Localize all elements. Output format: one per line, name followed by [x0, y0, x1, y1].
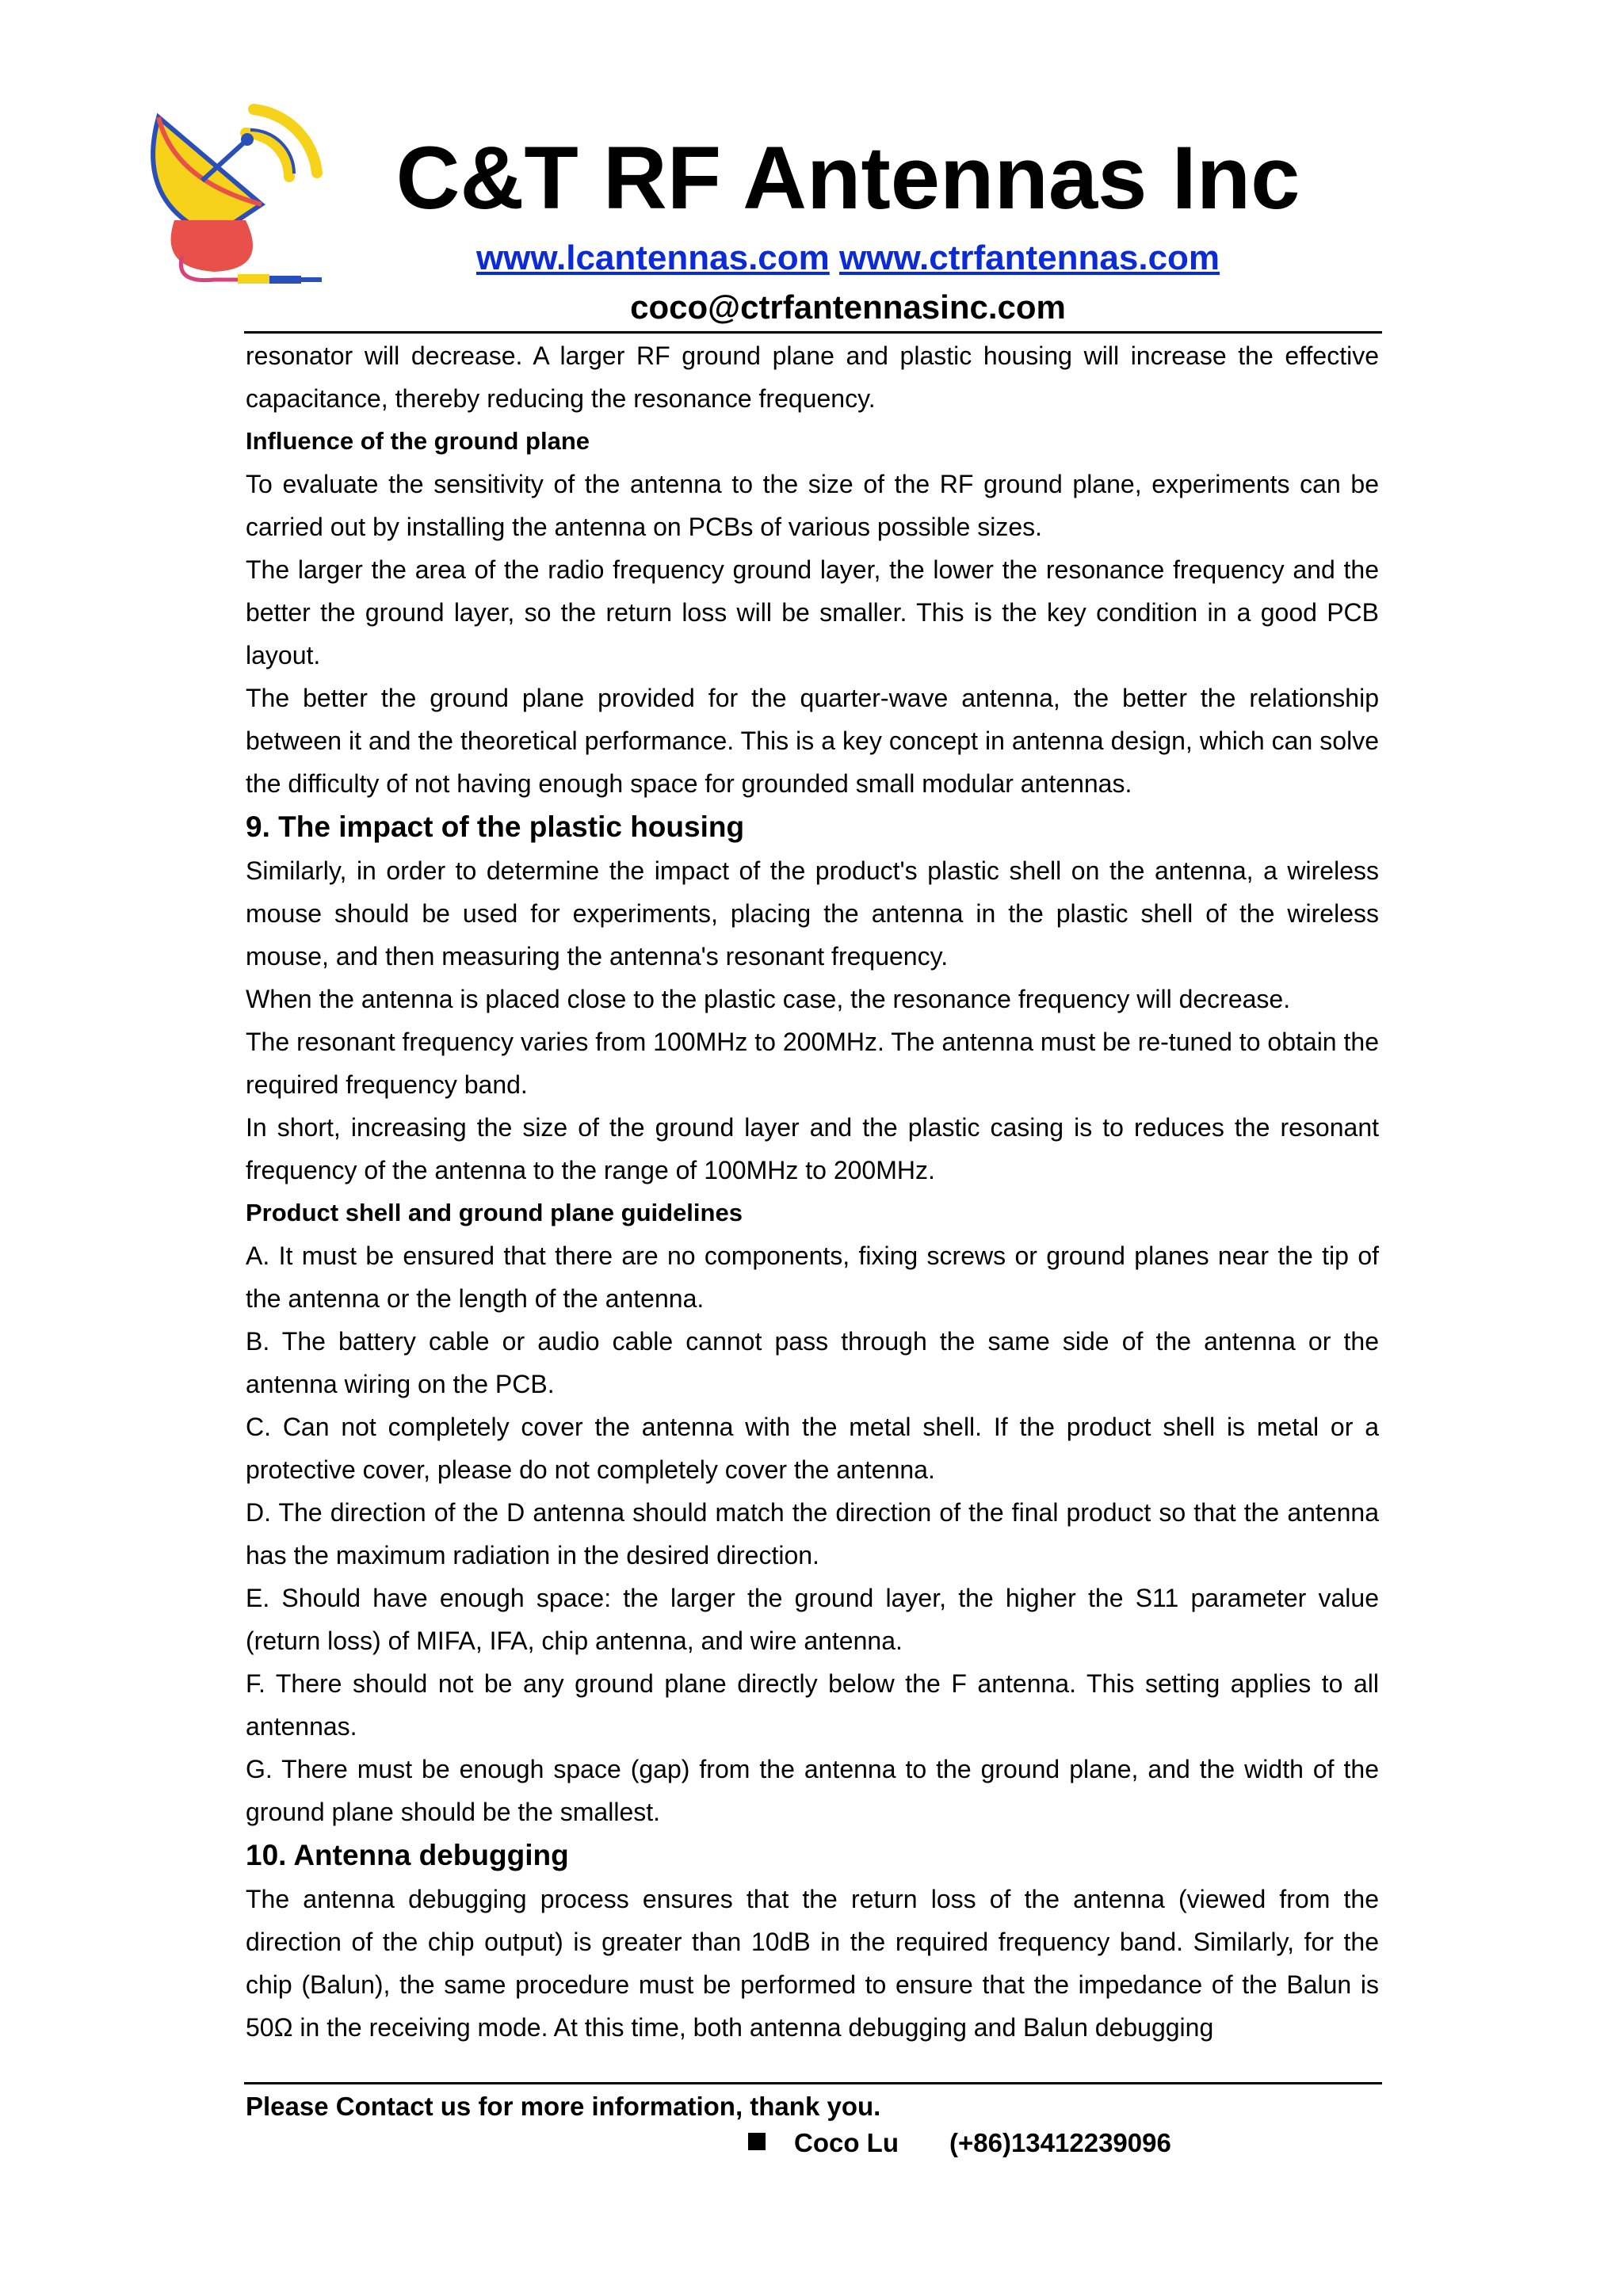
contact-email: coco@ctrfantennasinc.com [630, 288, 1066, 326]
paragraph: resonator will decrease. A larger RF ground plane and plastic housing will increase the effective capacitance, thereby reducing the resonance frequency. [246, 341, 1379, 413]
guideline-g: G. There must be enough space (gap) from the antenna to the ground plane, and the width of the ground plane should be the smallest. [246, 1755, 1379, 1826]
guideline-b: B. The battery cable or audio cable cannot pass through the same side of the antenna or the antenna wiring on the PCB. [246, 1327, 1379, 1398]
paragraph: When the antenna is placed close to the plastic case, the resonance frequency will decrease. [246, 985, 1291, 1013]
subheading-guidelines: Product shell and ground plane guidelines [246, 1199, 743, 1226]
guideline-f: F. There should not be any ground plane directly below the F antenna. This setting applies to all antennas. [246, 1669, 1379, 1741]
link-lcantennas[interactable]: www.lcantennas.com [475, 238, 830, 277]
subheading-ground-plane: Influence of the ground plane [246, 427, 590, 455]
section-heading-9: 9. The impact of the plastic housing [246, 810, 745, 843]
header-divider [244, 331, 1382, 334]
footer-contact-line [748, 2123, 1171, 2163]
paragraph: Similarly, in order to determine the impact of the product's plastic shell on the antenna, a wireless mouse should be used for experiments, placing the antenna in the plastic shell of the wireless mouse, and then measuring the antenna's resonant frequency. [246, 856, 1379, 971]
company-logo [127, 86, 325, 284]
page-body [246, 334, 1379, 2049]
paragraph: The better the ground plane provided for the quarter-wave antenna, the better the relationship between it and the theoretical performance. This is a key concept in antenna design, which can solve the difficulty of not having enough space for grounded small modular antennas. [246, 684, 1379, 798]
section-heading-10: 10. Antenna debugging [246, 1839, 569, 1871]
footer-contact-note: Please Contact us for more information, thank you. [246, 2092, 881, 2121]
paragraph: The antenna debugging process ensures that the return loss of the antenna (viewed from the direction of the chip output) is greater than 10dB in the required frequency band. Similarly, for the chip (Balun), the same procedure must be performed to ensure that the impedance of the Balun is 50Ω in the receiving mode. At this time, both antenna debugging and Balun debugging [246, 1885, 1379, 2042]
paragraph: To evaluate the sensitivity of the antenna to the size of the RF ground plane, experiments can be carried out by installing the antenna on PCBs of various possible sizes. [246, 470, 1379, 541]
footer-divider [244, 2082, 1382, 2084]
guideline-d: D. The direction of the D antenna should match the direction of the final product so that the antenna has the maximum radiation in the desired direction. [246, 1498, 1379, 1569]
guideline-a: A. It must be ensured that there are no components, fixing screws or ground planes near the tip of the antenna or the length of the antenna. [246, 1241, 1379, 1313]
company-title: C&T RF Antennas Inc [395, 128, 1300, 227]
guideline-c: C. Can not completely cover the antenna with the metal shell. If the product shell is metal or a protective cover, please do not completely cover the antenna. [246, 1413, 1379, 1484]
guideline-e: E. Should have enough space: the larger the ground layer, the higher the S11 parameter value (return loss) of MIFA, IFA, chip antenna, and wire antenna. [246, 1584, 1379, 1655]
paragraph: The larger the area of the radio frequency ground layer, the lower the resonance frequency and the better the ground layer, so the return loss will be smaller. This is the key condition in a good PCB layout. [246, 555, 1379, 669]
contact-name: Coco Lu [794, 2128, 899, 2157]
link-ctrfantennas[interactable]: www.ctrfantennas.com [839, 238, 1220, 277]
paragraph: The resonant frequency varies from 100MHz to 200MHz. The antenna must be re-tuned to obtain the required frequency band. [246, 1028, 1379, 1099]
contact-phone: (+86)13412239096 [949, 2128, 1171, 2157]
website-links [333, 236, 1363, 280]
paragraph: In short, increasing the size of the ground layer and the plastic casing is to reduces the resonant frequency of the antenna to the range of 100MHz to 200MHz. [246, 1113, 1379, 1184]
square-bullet-icon [748, 2133, 766, 2150]
